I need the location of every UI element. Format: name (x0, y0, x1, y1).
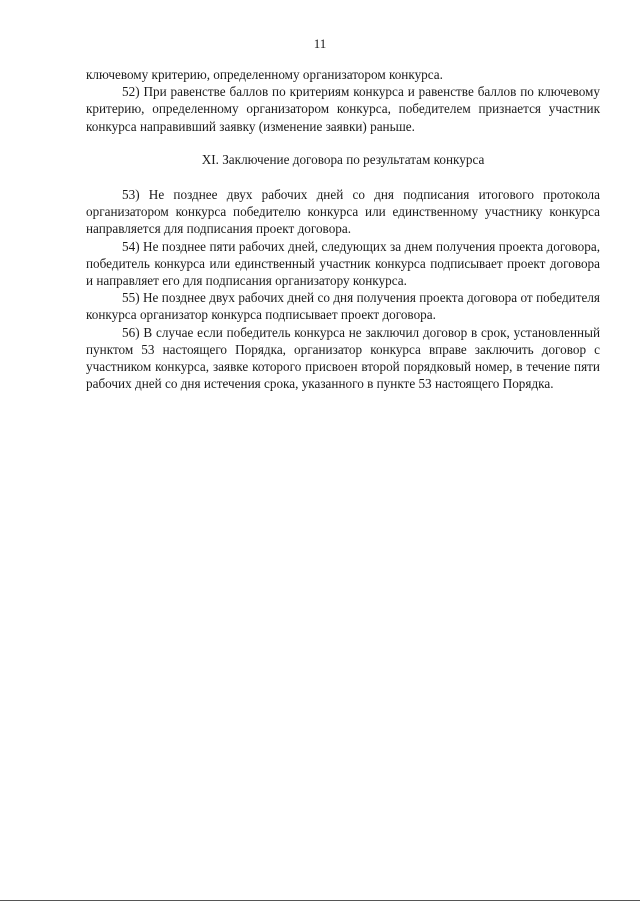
page-number: 11 (313, 36, 327, 51)
paragraph-54: 54) Не позднее пяти рабочих дней, следующих за днем получения проекта договора, победитель конкурса или единственный участник конкурса подписывает проект договора и направляет его для подписания организатору конкурса. (86, 238, 600, 289)
paragraph-55: 55) Не позднее двух рабочих дней со дня получения проекта договора от победителя конкурса организатор конкурса подписывает проект договора. (86, 290, 600, 323)
paragraph-56: 56) В случае если победитель конкурса не заключил договор в срок, установленный пунктом 53 настоящего Порядка, организатор конкурса вправе заключить договор с участником конкурса, заявке которого присвоен второй порядковый номер, в течение пяти рабочих дней со дня истечения срока, указанного в пункте 53 настоящего Порядка. (86, 324, 600, 392)
paragraph-continuation: ключевому критерию, определенному организатором конкурса. (86, 67, 443, 82)
scan-bottom-edge (0, 900, 640, 901)
paragraph-52: 52) При равенстве баллов по критериям конкурса и равенстве баллов по ключевому критерию, определенному организатором конкурса, победителем признается участник конкурса направивший заявку (изменение заявки) раньше. (86, 84, 600, 134)
document-body (86, 66, 600, 392)
section-title: XI. Заключение договора по результатам конкурса (201, 151, 485, 167)
paragraph-53: 53) Не позднее двух рабочих дней со дня подписания итогового протокола организатором конкурса победителю конкурса или единственному участнику конкурса направляется для подписания проект договора. (86, 187, 600, 237)
